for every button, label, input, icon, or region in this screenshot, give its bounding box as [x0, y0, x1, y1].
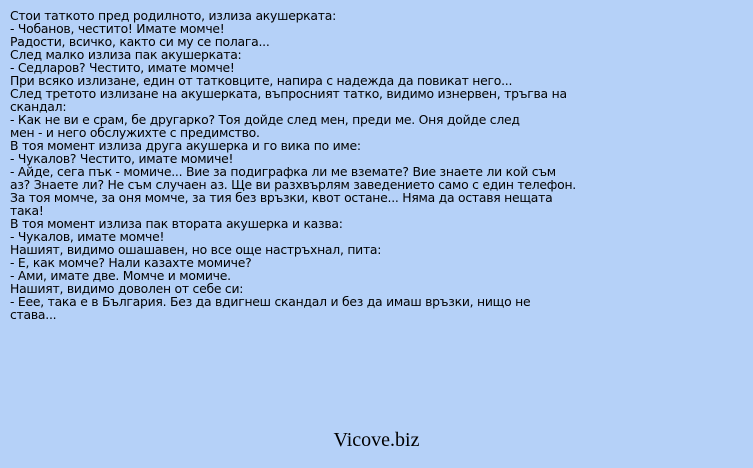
joke-line: - Ами, имате две. Момче и момиче.: [10, 268, 231, 283]
joke-line: След малко излиза пак акушерката:: [10, 47, 242, 62]
joke-line: става...: [10, 307, 57, 322]
joke-line: - Чукалов, имате момче!: [10, 229, 165, 244]
joke-line: За тоя момче, за оня момче, за тия без връзки, квот остане... Няма да оставя нещата: [10, 190, 553, 205]
joke-line: - Еее, така е в България. Без да вдигнеш скандал и без да имаш връзки, нищо не: [10, 294, 531, 309]
joke-line: скандал:: [10, 99, 67, 114]
joke-line: - Чобанов, честито! Имате момче!: [10, 21, 225, 36]
joke-line: - Чукалов? Честито, имате момиче!: [10, 151, 234, 166]
joke-line: В тоя момент излиза друга акушерка и го вика по име:: [10, 138, 361, 153]
joke-line: Нашият, видимо доволен от себе си:: [10, 281, 244, 296]
joke-text: [10, 9, 745, 321]
joke-line: При всяко излизане, един от татковците, напира с надежда да повикат него...: [10, 73, 513, 88]
site-watermark: Vicove.biz: [333, 429, 420, 451]
joke-line: Нашият, видимо ошашавен, но все още настръхнал, пита:: [10, 242, 382, 257]
joke-line: - Как не ви е срам, бе другарко? Тоя дойде след мен, преди ме. Оня дойде след: [10, 112, 520, 127]
joke-line: - Е, как момче? Нали казахте момиче?: [10, 255, 252, 270]
joke-line: така!: [10, 203, 44, 218]
joke-line: Радости, всичко, както си му се полага...: [10, 34, 270, 49]
joke-line: След третото излизане на акушерката, въпросният татко, видимо изнервен, тръгва на: [10, 86, 567, 101]
joke-line: В тоя момент излиза пак втората акушерка и казва:: [10, 216, 343, 231]
joke-line: аз? Знаете ли? Не съм случаен аз. Ще ви разхвърлям заведението само с един телефон.: [10, 177, 576, 192]
joke-line: - Седларов? Честито, имате момче!: [10, 60, 235, 75]
joke-line: мен - и него обслужихте с предимство.: [10, 125, 260, 140]
joke-line: - Айде, сега пък - момиче... Вие за подиграфка ли ме вземате? Вие знаете ли кой съм: [10, 164, 556, 179]
joke-line: Стои таткото пред родилното, излиза акушерката:: [10, 8, 336, 23]
